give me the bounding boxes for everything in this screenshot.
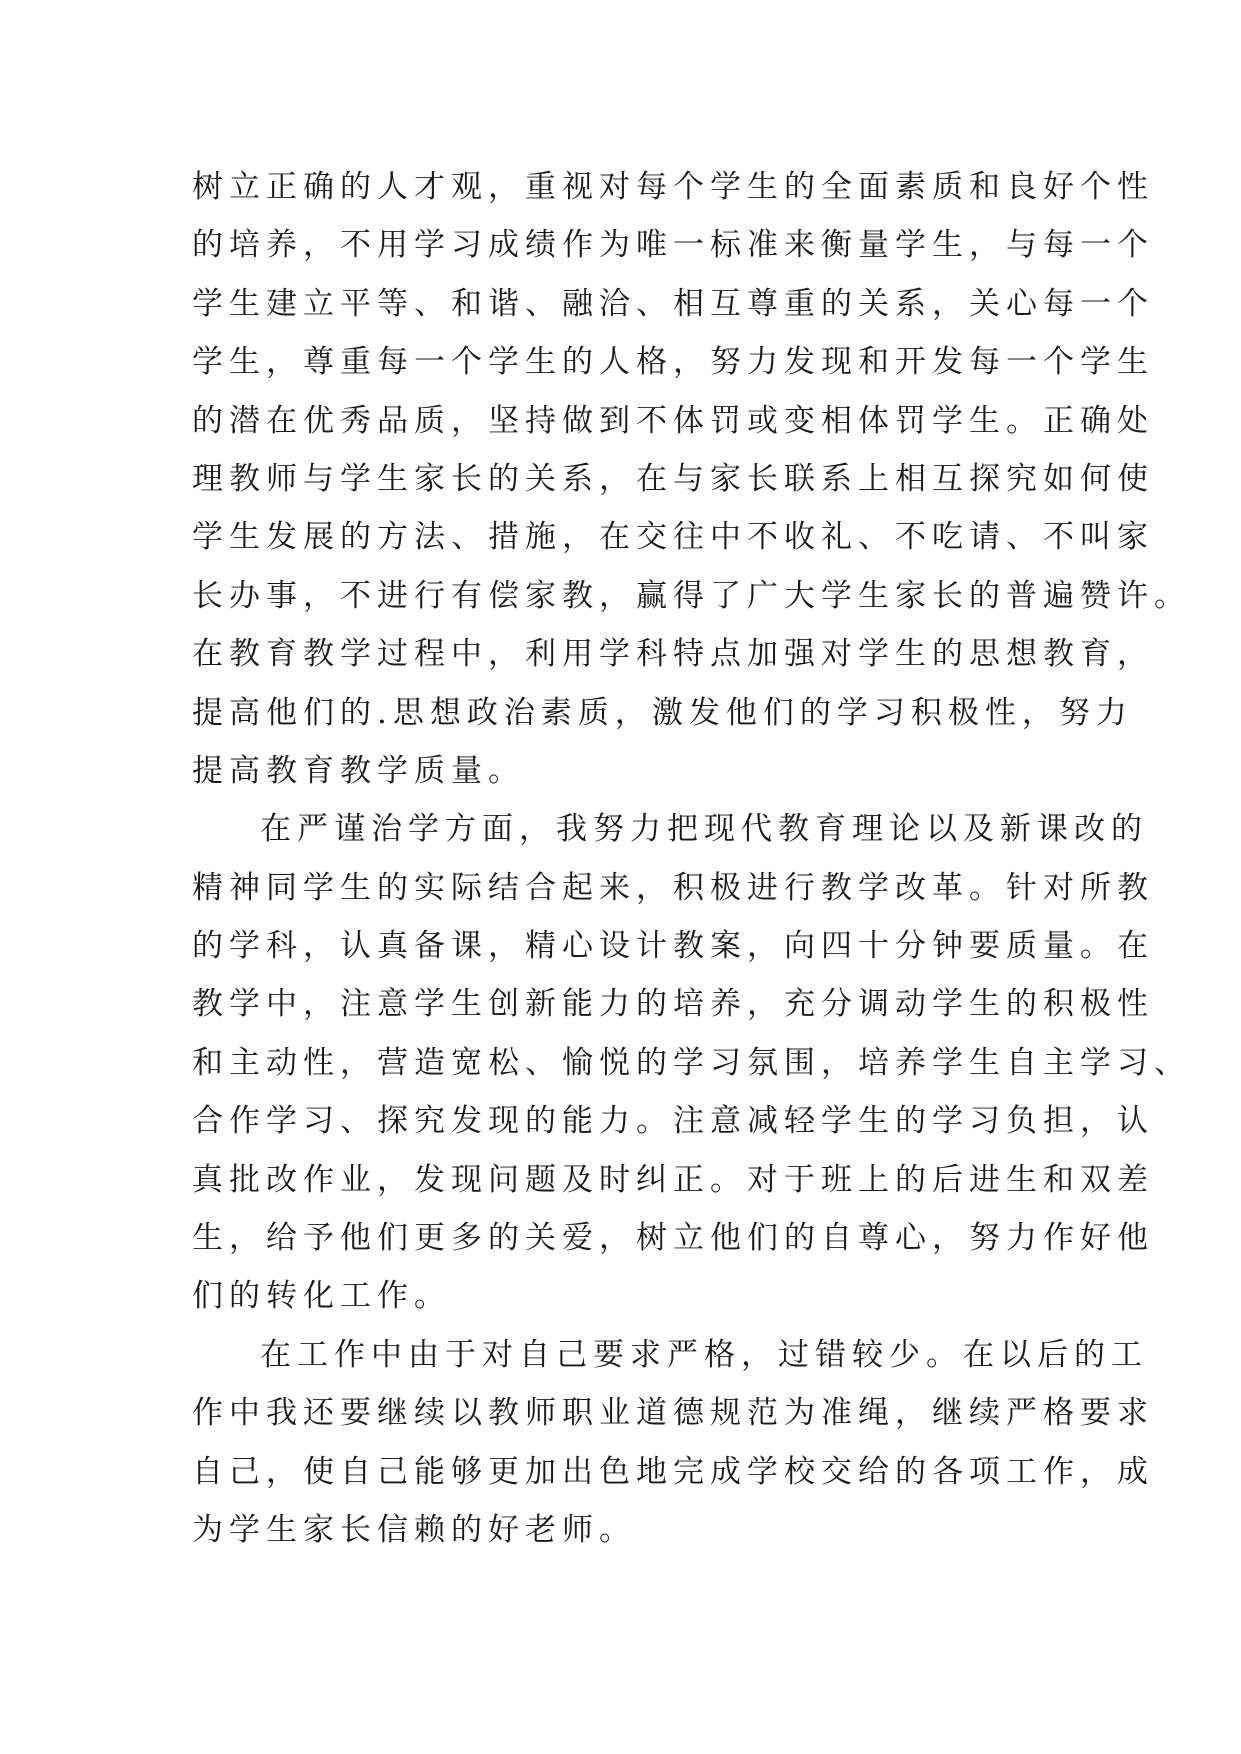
text-line: 理教师与学生家长的关系，在与家长联系上相互探究如何使 [192,460,1154,497]
text-line: 自己，使自己能够更加出色地完成学校交给的各项工作，成 [192,1453,1154,1490]
text-line: 和主动性，营造宽松、愉悦的学习氛围，培养学生自主学习、 [192,1044,1191,1081]
text-line: 生，给予他们更多的关爱，树立他们的自尊心，努力作好他 [192,1220,1154,1257]
text-line: 教学中，注意学生创新能力的培养，充分调动学生的积极性 [192,986,1154,1023]
text-line: 的潜在优秀品质，坚持做到不体罚或变相体罚学生。正确处 [192,402,1154,439]
text-line: 学生发展的方法、措施，在交往中不收礼、不吃请、不叫家 [192,519,1154,556]
paragraph-3 [192,1326,1192,1560]
text-line: 在工作中由于对自己要求严格，过错较少。在以后的工 [260,1336,1148,1373]
text-line: 真批改作业，发现问题及时纠正。对于班上的后进生和双差 [192,1161,1154,1198]
text-line: 的学科，认真备课，精心设计教案，向四十分钟要质量。在 [192,928,1154,965]
text-line: 在教育教学过程中，利用学科特点加强对学生的思想教育， [192,636,1154,673]
text-line: 为学生家长信赖的好老师。 [192,1511,636,1548]
text-line: 们的转化工作。 [192,1278,451,1315]
text-line: 提高教育教学质量。 [192,752,525,789]
text-line: 学生，尊重每一个学生的人格，努力发现和开发每一个学生 [192,344,1154,381]
text-line: 在严谨治学方面，我努力把现代教育理论以及新课改的 [260,811,1148,848]
text-line: 提高他们的.思想政治素质，激发他们的学习积极性，努力 [192,694,1133,731]
text-line: 学生建立平等、和谐、融洽、相互尊重的关系，关心每一个 [192,285,1154,322]
document-body [192,158,1192,1559]
text-line: 作中我还要继续以教师职业道德规范为准绳，继续严格要求 [192,1395,1154,1432]
text-line: 树立正确的人才观，重视对每个学生的全面素质和良好个性 [192,169,1154,205]
text-line: 长办事，不进行有偿家教，赢得了广大学生家长的普遍赞许。 [192,577,1191,614]
paragraph-2 [192,800,1192,1326]
paragraph-1 [192,158,1192,800]
text-line: 精神同学生的实际结合起来，积极进行教学改革。针对所教 [192,869,1154,906]
text-line: 的培养，不用学习成绩作为唯一标准来衡量学生，与每一个 [192,227,1154,264]
text-line: 合作学习、探究发现的能力。注意减轻学生的学习负担，认 [192,1103,1154,1140]
